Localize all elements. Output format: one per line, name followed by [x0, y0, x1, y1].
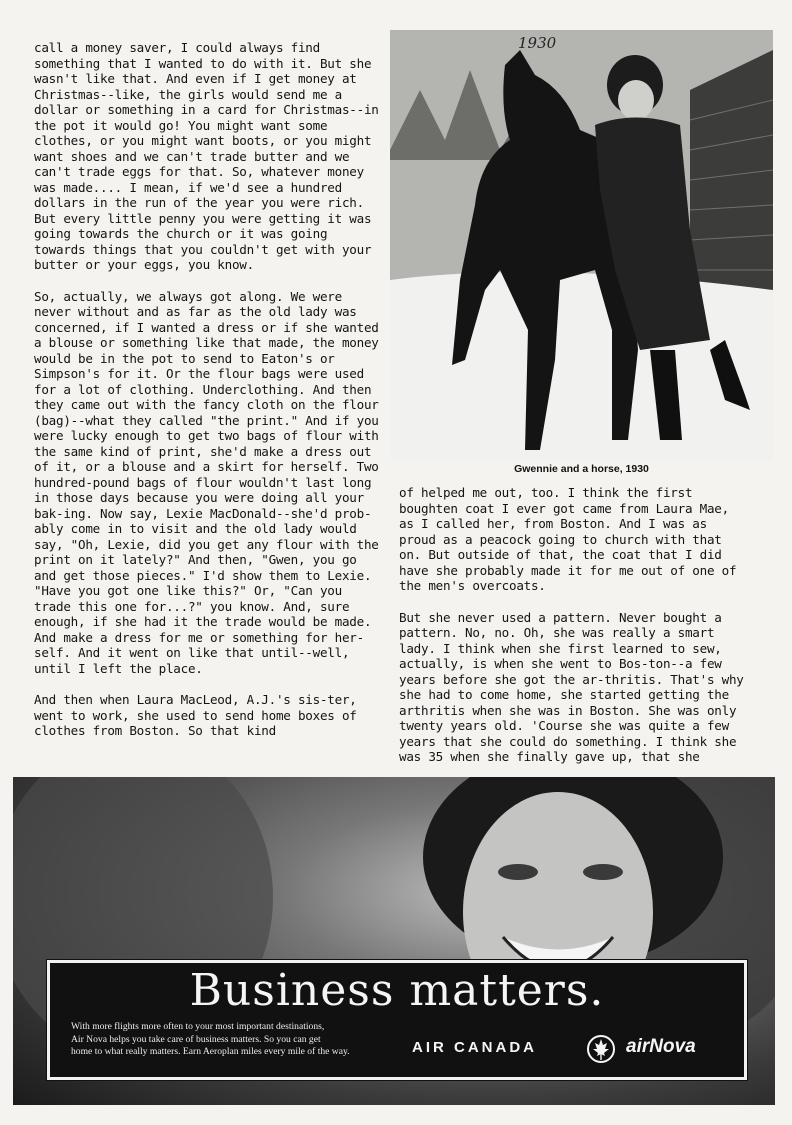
- article-left-column: [34, 40, 384, 755]
- ad-headline: Business matters.: [189, 965, 605, 1016]
- ad-partner-airnova: airNova: [626, 1036, 696, 1057]
- article-paragraph: So, actually, we always got along. We were never without and as far as the old lady was concerned, if I wanted a dress or if she wanted a blouse or something like that made, the money would be in the pot to send to Eaton's or Simpson's for it. Or the flour bags were used for a lot of clothing. Underclothing. And then they came out with the fancy cloth on the flour (bag)--what they called "the print." And if you were lucky enough to get two bags of flour with the same kind of print, she'd make a dress out of it, or a blouse and a skirt for herself. Two hundred-pound bags of flour wouldn't last long in those days because you were doing all your bak-ing. Now say, Lexie MacDonald--she'd prob-ably come in to visit and the old lady would say, "Oh, Lexie, did you get any flour with the print on it lately?" And then, "Gwen, you go and get those pieces." I'd show them to Lexie. "Have you got one like this?" Or, "Can you trade this one for...?" you know. And, sure enough, if she had it the trade would be made. And make a dress for me or something for her-self. And it went on like that until--well, until I left the place.: [34, 288, 379, 676]
- article-paragraph: of helped me out, too. I think the first boughten coat I ever got came from Laura Mae, as I called her, from Boston. And I was as proud as a peacock going to church with that on. But outside of that, the coat that I did have she probably made it for me out of one of the men's overcoats.: [399, 485, 737, 593]
- ad-body-line: Air Nova helps you take care of business matters. So you can get: [71, 1033, 321, 1045]
- ad-brand-air-canada: AIR CANADA: [412, 1039, 537, 1056]
- article-paragraph: call a money saver, I could always find something that I wanted to do with it. But she wasn't like that. And even if I get money at Christmas--like, the girls would send me a dollar or something in a card for Christmas--in the pot it would go! You might want some clothes, or you might want boots, or you might want shoes and we can't trade butter and we can't trade eggs for that. So, whatever money was made.... I mean, if we'd see a hundred dollars in the run of the year you were rich. But every little penny you were getting it was going towards the church or it was going towards things that you couldn't get with your butter or your eggs, you know.: [34, 40, 379, 272]
- ad-body-text: [71, 1021, 401, 1059]
- historical-photo: [390, 30, 773, 460]
- article-paragraph: And then when Laura MacLeod, A.J.'s sis-ter, went to work, she used to send home boxes of clothes from Boston. So that kind: [34, 692, 357, 738]
- ad-body-line: home to what really matters. Earn Aeroplan miles every mile of the way.: [71, 1046, 350, 1057]
- article-paragraph: But she never used a pattern. Never bought a pattern. No, no. Oh, she was really a smart lady. I think when she first learned to sew, actually, is when she went to Bos-ton--a few years before she got the ar-thritis. That's why she had to come home, she started getting the arthritis when she was in Boston. She was only twenty years old. 'Course she was quite a few years that she could do something. I think she was 35 when she finally gave up, that she: [399, 609, 744, 764]
- photo-illustration: [390, 30, 773, 460]
- photo-caption: Gwennie and a horse, 1930: [514, 463, 649, 475]
- maple-leaf-icon: [586, 1034, 616, 1064]
- ad-body-line: With more flights more often to your most important destinations,: [71, 1021, 325, 1032]
- photo-year-mark: 1930: [518, 34, 557, 52]
- article-right-column: [399, 485, 744, 781]
- advertisement: [13, 777, 775, 1105]
- ad-message-box: [47, 960, 747, 1080]
